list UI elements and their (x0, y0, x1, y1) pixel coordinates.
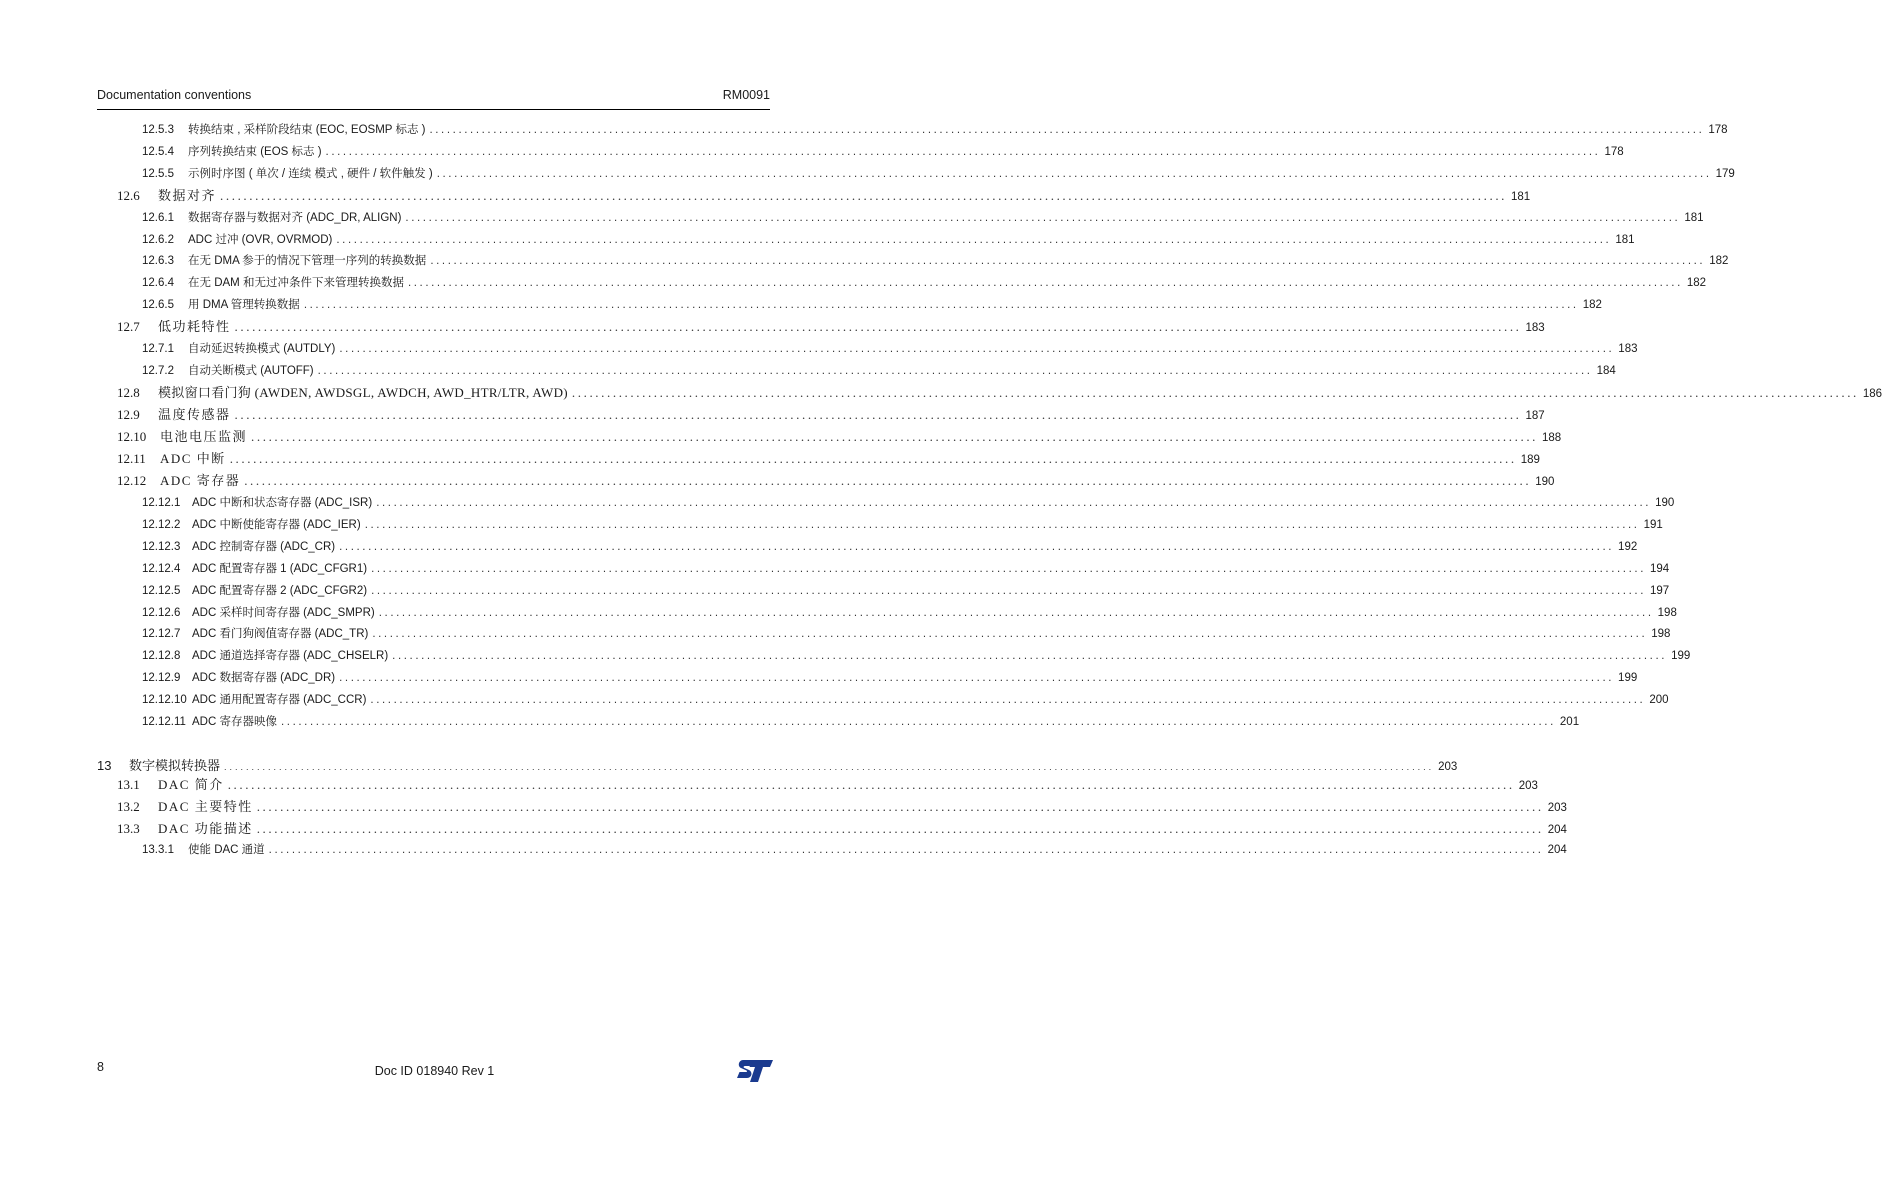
toc-dot-leader (339, 537, 1614, 557)
toc-dot-leader (370, 690, 1645, 710)
toc-entry-title: 数据寄存器与数据对齐 (ADC_DR, ALIGN) (188, 212, 402, 224)
toc-dot-leader (430, 251, 1705, 271)
toc-entry-page: 179 (1715, 168, 1735, 180)
toc-entry-page: 181 (1511, 191, 1531, 203)
toc-dot-leader (257, 819, 1544, 839)
toc-entry[interactable] (117, 405, 1545, 425)
toc-entry[interactable] (142, 164, 1735, 184)
toc-entry-title: 在无 DAM 和无过冲条件下来管理转换数据 (188, 277, 404, 289)
toc-entry[interactable] (142, 515, 1663, 535)
toc-entry-title: ADC 通用配置寄存器 (ADC_CCR) (192, 694, 367, 706)
toc-dot-leader (304, 295, 1579, 315)
toc-entry-page: 203 (1518, 780, 1538, 792)
toc-entry-number: 12.12.2 (142, 519, 181, 531)
toc-entry[interactable] (142, 120, 1728, 140)
toc-entry-page: 188 (1542, 432, 1562, 444)
toc-entry[interactable] (117, 449, 1540, 469)
toc-entry-number: 13.2 (117, 799, 140, 814)
toc-entry-page: 204 (1547, 824, 1567, 836)
toc-entry-page: 198 (1651, 628, 1671, 640)
toc-entry-number: 12.12.7 (142, 628, 181, 640)
toc-entry-page: 194 (1650, 563, 1670, 575)
toc-entry-number: 12.5.3 (142, 124, 174, 136)
toc-entry-number: 12.5.5 (142, 168, 174, 180)
toc-entry-number: 12.12.9 (142, 672, 181, 684)
toc-entry[interactable] (142, 537, 1638, 557)
toc-entry[interactable] (142, 668, 1638, 688)
toc-dot-leader (392, 646, 1667, 666)
toc-entry-number: 12.6 (117, 188, 140, 203)
toc-entry-title: ADC 中断 (160, 451, 226, 466)
toc-entry[interactable] (142, 624, 1671, 644)
toc-entry-page: 178 (1708, 124, 1728, 136)
toc-entry-number: 12.6.2 (142, 234, 174, 246)
page-number: 8 (97, 1060, 104, 1074)
toc-dot-leader (365, 515, 1640, 535)
toc-dot-leader (336, 230, 1611, 250)
toc-entry-title: 用 DMA 管理转换数据 (188, 299, 300, 311)
toc-entry[interactable] (117, 471, 1555, 491)
toc-entry[interactable] (142, 295, 1602, 315)
toc-entry-title: 示例时序图 ( 单次 / 连续 模式 , 硬件 / 软件触发 ) (188, 168, 433, 180)
toc-entry-page: 201 (1559, 716, 1580, 728)
toc-entry-number: 12.12.4 (142, 563, 181, 575)
toc-dot-leader (244, 471, 1531, 491)
toc-dot-leader (251, 427, 1538, 447)
toc-entry-page: 187 (1525, 410, 1545, 422)
toc-entry-title: ADC 中断使能寄存器 (ADC_IER) (192, 519, 361, 531)
toc-entry-title: DAC 简介 (158, 777, 224, 792)
toc-entry-number: 12.10 (117, 429, 147, 444)
toc-entry[interactable] (142, 840, 1567, 860)
toc-dot-leader (371, 559, 1646, 579)
toc-dot-leader (339, 339, 1614, 359)
toc-entry-title: 电池电压监测 (160, 429, 248, 444)
toc-entry-title: 序列转换结束 (EOS 标志 ) (188, 146, 322, 158)
toc-entry[interactable] (142, 646, 1691, 666)
toc-entry-title: ADC 看门狗阀值寄存器 (ADC_TR) (192, 628, 369, 640)
toc-entry-title: 模拟窗口看门狗 (AWDEN, AWDSGL, AWDCH, AWD_HTR/LTR, AWD) (158, 385, 568, 400)
toc-entry-page: 181 (1684, 212, 1704, 224)
toc-entry-page: 183 (1525, 322, 1545, 334)
toc-entry-title: ADC 过冲 (OVR, OVRMOD) (188, 234, 333, 246)
toc-entry[interactable] (142, 251, 1729, 271)
toc-dot-leader (224, 757, 1434, 777)
toc-entry[interactable] (117, 775, 1538, 795)
toc-entry-title: ADC 通道选择寄存器 (ADC_CHSELR) (192, 650, 389, 662)
toc-entry[interactable] (142, 208, 1704, 228)
toc-entry-number: 12.12.6 (142, 607, 181, 619)
toc-entry[interactable] (142, 230, 1635, 250)
doc-id: Doc ID 018940 Rev 1 (374, 1064, 495, 1078)
toc-entry[interactable] (142, 690, 1669, 710)
header-divider (97, 109, 770, 110)
toc-entry-page: 200 (1649, 694, 1669, 706)
toc-entry-page: 190 (1655, 497, 1675, 509)
toc-dot-leader (405, 208, 1680, 228)
toc-dot-leader (318, 361, 1593, 381)
toc-entry-number: 13 (97, 758, 112, 773)
toc-entry-page: 191 (1643, 519, 1663, 531)
toc-entry-title: 使能 DAC 通道 (188, 844, 265, 856)
toc-entry-title: ADC 配置寄存器 2 (ADC_CFGR2) (192, 585, 368, 597)
toc-entry[interactable] (117, 186, 1531, 206)
toc-entry-title: 低功耗特性 (158, 319, 231, 334)
toc-dot-leader (379, 603, 1654, 623)
toc-entry-page: 190 (1535, 476, 1555, 488)
toc-entry-number: 12.12 (117, 473, 147, 488)
toc-dot-leader (376, 493, 1651, 513)
toc-entry-page: 186 (1862, 388, 1882, 400)
toc-entry-page: 192 (1618, 541, 1638, 553)
toc-entry-number: 13.3.1 (142, 844, 174, 856)
toc-entry-number: 12.12.1 (142, 497, 181, 509)
toc-entry-page: 181 (1615, 234, 1635, 246)
toc-entry[interactable] (142, 493, 1675, 513)
toc-entry[interactable] (142, 712, 1580, 732)
toc-entry-title: 自动关断模式 (AUTOFF) (188, 365, 314, 377)
toc-entry-title: DAC 功能描述 (158, 821, 253, 836)
toc-entry-number: 13.3 (117, 821, 140, 836)
toc-dot-leader (257, 797, 1544, 817)
toc-entry-title: ADC 寄存器 (160, 473, 241, 488)
toc-dot-leader (339, 668, 1614, 688)
toc-entry-page: 204 (1547, 844, 1567, 856)
toc-entry-title: ADC 数据寄存器 (ADC_DR) (192, 672, 336, 684)
toc-entry-title: 数据对齐 (158, 188, 217, 203)
toc-entry-title: ADC 配置寄存器 1 (ADC_CFGR1) (192, 563, 368, 575)
toc-entry-title: ADC 控制寄存器 (ADC_CR) (192, 541, 336, 553)
toc-entry[interactable] (142, 361, 1616, 381)
toc-entry[interactable] (117, 819, 1567, 839)
toc-entry-page: 182 (1686, 277, 1707, 289)
toc-entry-page: 182 (1582, 299, 1602, 311)
toc-entry[interactable] (117, 427, 1562, 447)
toc-entry-title: 在无 DMA 参于的情况下管理一序列的转换数据 (188, 255, 427, 267)
toc-entry-number: 12.12.5 (142, 585, 181, 597)
toc-dot-leader (281, 712, 1556, 732)
toc-dot-leader (228, 775, 1515, 795)
toc-dot-leader (572, 383, 1859, 403)
toc-entry-number: 12.6.5 (142, 299, 174, 311)
toc-dot-leader (437, 164, 1712, 184)
toc-dot-leader (235, 405, 1522, 425)
toc-dot-leader (429, 120, 1704, 140)
toc-entry-title: ADC 中断和状态寄存器 (ADC_ISR) (192, 497, 373, 509)
toc-entry-number: 12.12.11 (142, 716, 186, 728)
toc-entry[interactable] (117, 797, 1567, 817)
toc-entry-title: 数字模拟转换器 (129, 758, 221, 773)
toc-entry-page: 203 (1547, 802, 1567, 814)
toc-entry[interactable] (117, 383, 1882, 403)
toc-entry-page: 199 (1618, 672, 1638, 684)
toc-entry[interactable] (142, 339, 1638, 359)
toc-entry-title: ADC 采样时间寄存器 (ADC_SMPR) (192, 607, 375, 619)
st-logo-icon (737, 1060, 773, 1082)
toc-dot-leader (372, 624, 1647, 644)
toc-dot-leader (235, 317, 1522, 337)
toc-entry-number: 12.5.4 (142, 146, 174, 158)
toc-entry-number: 12.6.4 (142, 277, 174, 289)
toc-entry-page: 178 (1604, 146, 1624, 158)
toc-dot-leader (269, 840, 1544, 860)
toc-entry-page: 182 (1709, 255, 1729, 267)
toc-entry-number: 12.12.8 (142, 650, 181, 662)
toc-entry[interactable] (142, 559, 1670, 579)
toc-entry-page: 197 (1650, 585, 1670, 597)
toc-entry-number: 12.7 (117, 319, 140, 334)
toc-entry-title: 自动延迟转换模式 (AUTDLY) (188, 343, 336, 355)
toc-dot-leader (408, 273, 1683, 293)
toc-entry-number: 12.9 (117, 407, 140, 422)
toc-entry-title: 温度传感器 (158, 407, 231, 422)
toc-entry[interactable] (142, 603, 1677, 623)
toc-entry-number: 12.7.1 (142, 343, 174, 355)
toc-entry-number: 12.6.1 (142, 212, 174, 224)
toc-entry-number: 12.12.10 (142, 694, 187, 706)
toc-entry-title: 转换结束 , 采样阶段结束 (EOC, EOSMP 标志 ) (188, 124, 426, 136)
toc-entry-number: 12.12.3 (142, 541, 181, 553)
toc-entry-page: 184 (1596, 365, 1616, 377)
toc-entry[interactable] (142, 142, 1624, 162)
toc-dot-leader (326, 142, 1601, 162)
toc-entry-number: 12.11 (117, 451, 146, 466)
toc-entry-page: 203 (1438, 761, 1458, 773)
toc-entry[interactable] (117, 317, 1545, 337)
toc-chapter-entry[interactable] (97, 756, 1458, 776)
toc-dot-leader (220, 186, 1507, 206)
toc-entry-number: 12.8 (117, 385, 140, 400)
running-header-title: Documentation conventions (97, 88, 252, 102)
toc-entry[interactable] (142, 273, 1707, 293)
toc-entry-page: 189 (1520, 454, 1540, 466)
toc-entry-number: 12.7.2 (142, 365, 174, 377)
toc-entry-page: 198 (1657, 607, 1677, 619)
toc-dot-leader (230, 449, 1517, 469)
toc-entry-page: 199 (1671, 650, 1691, 662)
toc-entry-number: 12.6.3 (142, 255, 174, 267)
toc-entry[interactable] (142, 581, 1670, 601)
toc-entry-title: DAC 主要特性 (158, 799, 253, 814)
toc-entry-page: 183 (1618, 343, 1638, 355)
toc-entry-number: 13.1 (117, 777, 140, 792)
toc-dot-leader (371, 581, 1646, 601)
toc-entry-title: ADC 寄存器映像 (192, 716, 277, 728)
running-header-doc-ref: RM0091 (722, 88, 770, 102)
